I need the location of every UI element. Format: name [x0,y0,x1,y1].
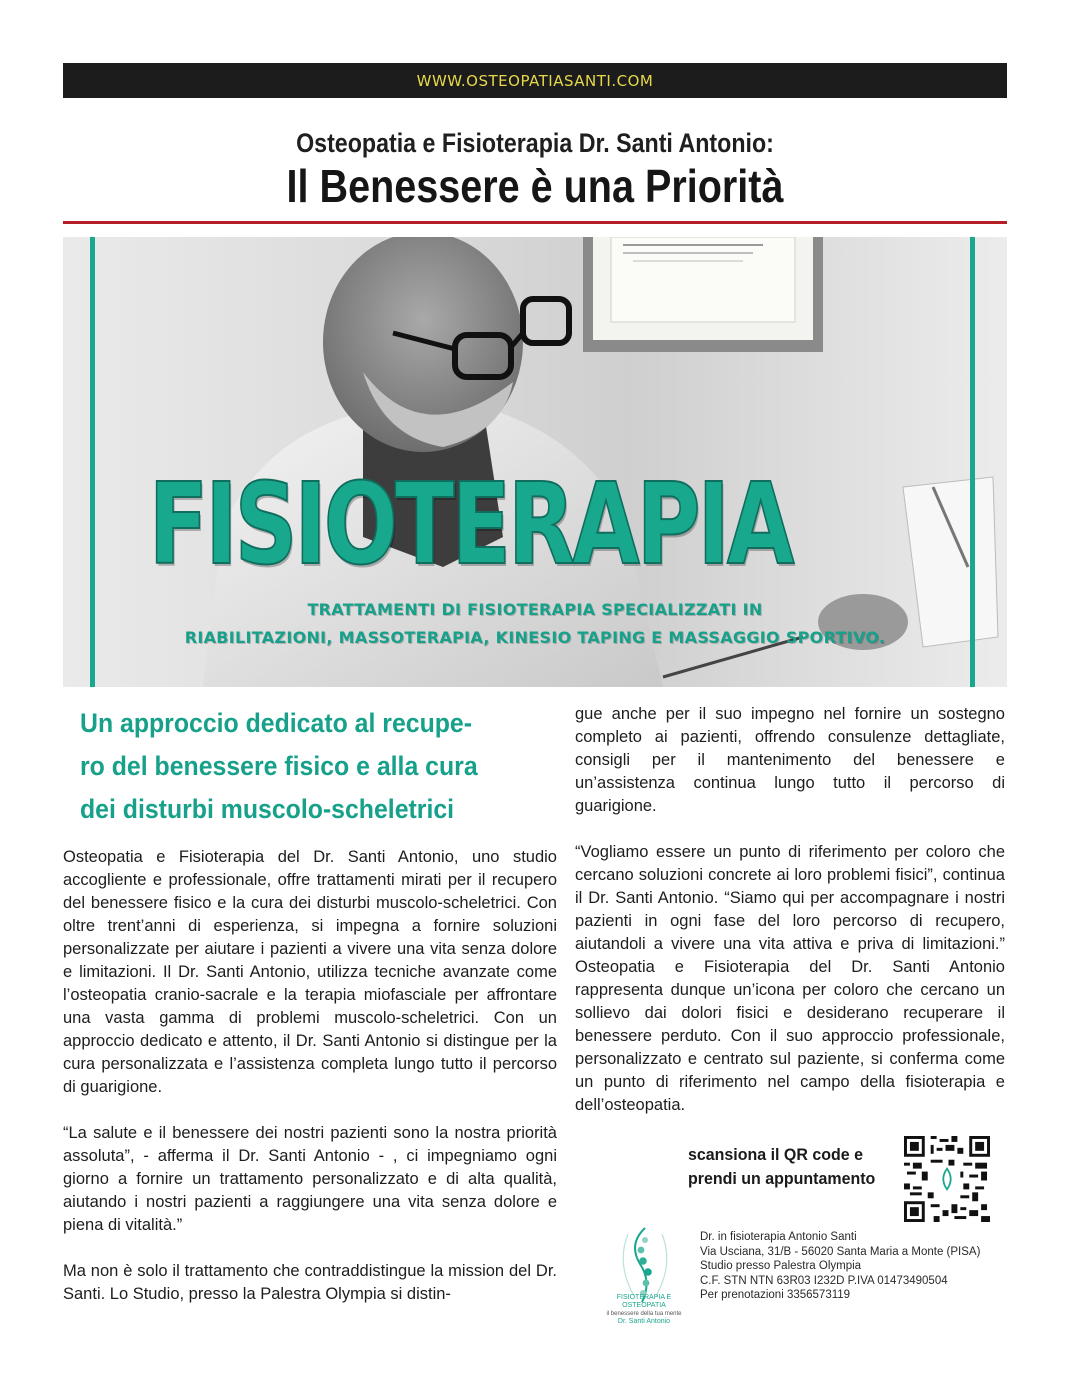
teal-accent-left [90,237,95,687]
headline-line: ro del benessere fisico e alla cura [80,751,478,781]
logo-tagline: il benessere della tua mente [606,1311,682,1317]
cta-line: prendi un appuntamento [688,1169,876,1188]
contact-address: Via Usciana, 31/B - 56020 Santa Maria a Monte (PISA) [700,1245,981,1258]
page-subtitle: Osteopatia e Fisioterapia Dr. Santi Antonio: [296,128,774,158]
logo-name: FISIOTERAPIA E OSTEOPATIA [616,1294,672,1309]
title-divider [63,221,1007,224]
website-url[interactable]: WWW.OSTEOPATIASANTI.COM [416,71,654,90]
cta-line: scansiona il QR code e [688,1145,863,1164]
headline-line: Un approccio dedicato al recupe- [80,708,473,738]
paragraph: gue anche per il suo impegno nel fornire un sostegno completo ai pazienti, offrendo consulenze dettagliate, consigli per il mantenimento del benessere e un’assistenza continua lungo tutto il percorso di guarigione. [575,705,1005,815]
page-title: Il Benessere è una Priorità [286,160,784,212]
contact-info [700,1230,1000,1303]
hero-title: FISIOTERAPIA [148,460,792,590]
hero-subtitle-line2: RIABILITAZIONI, MASSOTERAPIA, KINESIO TAPING E MASSAGGIO SPORTIVO. [184,628,886,647]
contact-phone[interactable]: Per prenotazioni 3356573119 [700,1289,851,1301]
paragraph: “La salute e il benessere dei nostri pazienti sono la nostra priorità assoluta”, - afferma il Dr. Santi Antonio - , ci impegniamo ogni giorno a fornire un trattamento personalizzato e di alta qualità, aiutando i nostri pazienti a raggiungere una vita senza dolore e piena di vitalità.” [63,1124,557,1234]
contact-fiscal: C.F. STN NTN 63R03 I232D P.IVA 01473490504 [700,1274,948,1287]
qr-call-to-action [688,1143,885,1191]
contact-name: Dr. in fisioterapia Antonio Santi [700,1231,857,1243]
paragraph: “Vogliamo essere un punto di riferimento per coloro che cercano soluzioni concrete ai loro problemi fisici”, continua il Dr. Santi Antonio. “Siamo qui per accompagnare i nostri pazienti in ogni fase del loro percorso di recupero, aiutandoli a vivere una vita attiva e priva di limitazioni.” Osteopatia e Fisioterapia del Dr. Santi Antonio rappresenta dunque un’icona per coloro che cercano un sollievo dai dolori fisici e desiderano recuperare il benessere perduto. Con il suo approccio professionale, personalizzato e centrato sul paziente, si conferma come un punto di riferimento nel campo della fisioterapia e dell’osteopatia. [575,843,1005,1114]
article-headline [80,702,512,831]
article-column-right [575,703,1005,1140]
contact-studio: Studio presso Palestra Olympia [700,1260,862,1272]
clinic-logo-text [594,1294,694,1326]
hero-banner [63,237,1007,687]
paragraph: Osteopatia e Fisioterapia del Dr. Santi Antonio, uno studio accogliente e professionale, offre trattamenti mirati per il recupero del benessere fisico e la cura dei disturbi muscolo-scheletrici. Con oltre trent’anni di esperienza, si impegna a fornire soluzioni personalizzate per aiutare i pazienti a vivere una vita senza dolore e limitazioni. Il Dr. Santi Antonio, utilizza tecniche avanzate come l’osteopatia cranio-sacrale e la terapia miofasciale per affrontare una vasta gamma di problemi muscolo-scheletrici. Con un approccio dedicato e attento, il Dr. Santi Antonio si distingue per la cura personalizzata e l’assistenza completa lungo tutto il percorso di guarigione. [63,848,557,1096]
teal-accent-right [970,237,975,687]
qr-code-icon[interactable] [904,1136,990,1222]
logo-signature: Dr. Santi Antonio [617,1318,671,1325]
headline-line: dei disturbi muscolo-scheletrici [80,794,455,824]
hero-subtitle-line1: TRATTAMENTI DI FISIOTERAPIA SPECIALIZZATI IN [307,600,763,619]
article-column-left [63,846,557,1329]
website-bar [63,63,1007,98]
paragraph: Ma non è solo il trattamento che contraddistingue la mission del Dr. Santi. Lo Studio, presso la Palestra Olympia si distin- [63,1262,557,1303]
